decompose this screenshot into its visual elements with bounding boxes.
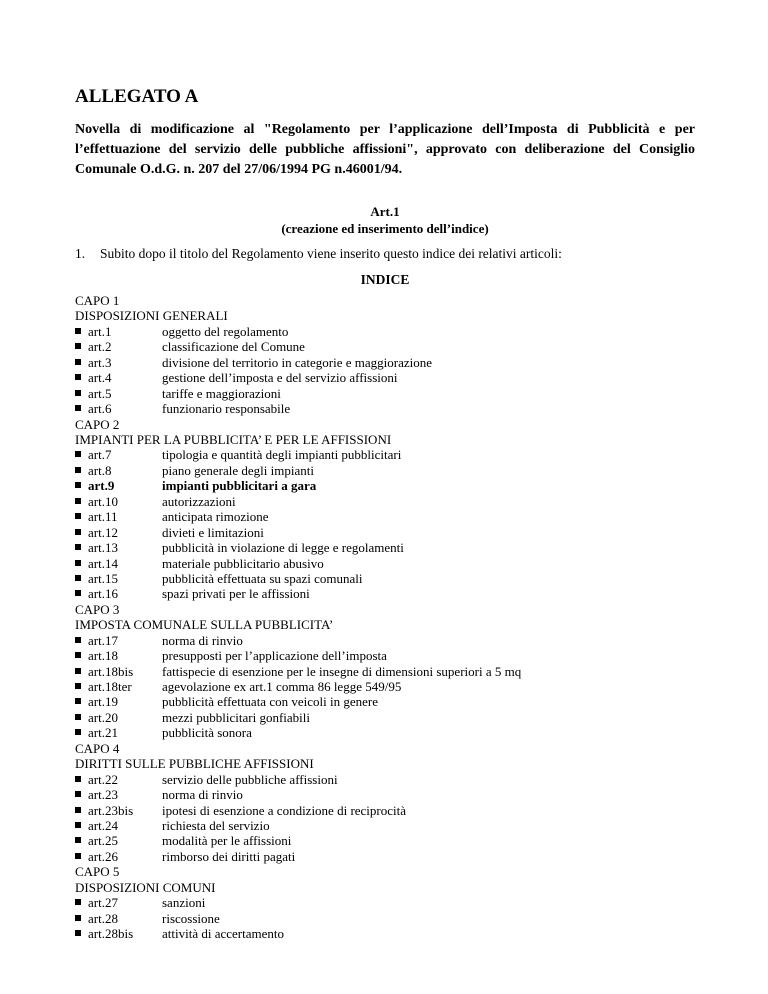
square-bullet-icon <box>75 390 81 396</box>
index-entry <box>75 463 715 478</box>
article-description: funzionario responsabile <box>162 401 291 417</box>
square-bullet-icon <box>75 930 81 936</box>
article-ref: art.14 <box>88 555 118 571</box>
numbered-paragraph <box>75 246 695 262</box>
index-entry <box>75 772 715 787</box>
article-description: sanzioni <box>162 895 206 911</box>
article-ref: art.19 <box>88 694 118 710</box>
square-bullet-icon <box>75 698 81 704</box>
article-ref: art.5 <box>88 385 112 401</box>
index-entry <box>75 509 715 524</box>
chapter-number: CAPO 3 <box>75 601 120 617</box>
article-ref: art.23bis <box>88 802 134 818</box>
article-description: ipotesi di esenzione a condizione di reciprocità <box>162 802 407 818</box>
index-entry <box>75 339 715 354</box>
square-bullet-icon <box>75 451 81 457</box>
article-description: richiesta del servizio <box>162 818 270 833</box>
square-bullet-icon <box>75 328 81 334</box>
index-entry <box>75 664 715 679</box>
article-ref: art.6 <box>88 401 112 417</box>
article-ref: art.26 <box>88 848 118 864</box>
index-entry <box>75 571 715 586</box>
index-entry <box>75 447 715 462</box>
chapter-title: DIRITTI SULLE PUBBLICHE AFFISSIONI <box>75 756 314 772</box>
article-ref: art.12 <box>88 524 118 540</box>
index-entry <box>75 787 715 802</box>
index-entry <box>75 818 715 833</box>
article-ref: art.28 <box>88 910 118 926</box>
article-description: rimborso dei diritti pagati <box>162 848 296 864</box>
article-ref: art.18 <box>88 648 118 664</box>
article-number: Art.1 <box>370 204 400 219</box>
square-bullet-icon <box>75 529 81 535</box>
index-entry <box>75 478 715 493</box>
article-ref: art.21 <box>88 725 118 741</box>
article-description: norma di rinvio <box>162 632 243 648</box>
square-bullet-icon <box>75 590 81 596</box>
chapter-number: CAPO 2 <box>75 416 120 432</box>
article-ref: art.1 <box>88 323 112 339</box>
square-bullet-icon <box>75 560 81 566</box>
article-description: tipologia e quantità degli impianti pubblicitari <box>162 447 402 463</box>
article-description: pubblicità effettuata con veicoli in genere <box>162 694 378 710</box>
index-entry <box>75 833 715 848</box>
article-description: fattispecie di esenzione per le insegne di dimensioni superiori a 5 mq <box>162 663 522 679</box>
article-description: divisione del territorio in categorie e maggiorazione <box>162 354 433 370</box>
index-entry <box>75 355 715 370</box>
square-bullet-icon <box>75 359 81 365</box>
article-ref: art.16 <box>88 586 118 602</box>
index-title: INDICE <box>360 272 410 287</box>
article-description: modalità per le affissioni <box>162 833 292 849</box>
square-bullet-icon <box>75 899 81 905</box>
document-title: ALLEGATO A <box>75 86 199 107</box>
chapter-title: DISPOSIZIONI COMUNI <box>75 879 216 895</box>
paragraph-number: 1. <box>75 246 86 261</box>
article-ref: art.25 <box>88 833 118 849</box>
square-bullet-icon <box>75 668 81 674</box>
article-ref: art.10 <box>88 493 118 509</box>
index-entry <box>75 926 715 941</box>
square-bullet-icon <box>75 683 81 689</box>
square-bullet-icon <box>75 776 81 782</box>
table-of-contents <box>75 293 715 942</box>
square-bullet-icon <box>75 544 81 550</box>
chapter-number: CAPO 4 <box>75 740 120 756</box>
article-description: servizio delle pubbliche affissioni <box>162 771 338 787</box>
article-description: pubblicità effettuata su spazi comunali <box>162 570 363 586</box>
index-entry <box>75 633 715 648</box>
index-entry <box>75 725 715 740</box>
article-description: norma di rinvio <box>162 787 243 803</box>
index-entry <box>75 648 715 663</box>
index-entry <box>75 586 715 601</box>
square-bullet-icon <box>75 714 81 720</box>
article-ref: art.3 <box>88 354 112 370</box>
article-ref: art.28bis <box>88 926 134 942</box>
chapter-number: CAPO 5 <box>75 864 120 880</box>
chapter-title: IMPIANTI PER LA PUBBLICITA’ E PER LE AFFISSIONI <box>75 431 392 447</box>
article-ref: art.20 <box>88 709 118 725</box>
chapter-number: CAPO 1 <box>75 293 120 308</box>
article-description: attività di accertamento <box>162 926 284 942</box>
article-description: riscossione <box>162 910 220 926</box>
article-ref: art.23 <box>88 787 118 803</box>
square-bullet-icon <box>75 729 81 735</box>
article-ref: art.9 <box>88 478 115 494</box>
square-bullet-icon <box>75 405 81 411</box>
article-ref: art.18ter <box>88 679 132 695</box>
index-entry <box>75 525 715 540</box>
article-description: pubblicità sonora <box>162 725 252 741</box>
square-bullet-icon <box>75 482 81 488</box>
intro-paragraph: Novella di modificazione al "Regolamento per l’applicazione dell’Imposta di Pubblicità e per l’effettuazione del servizio delle pubbliche affissioni", approvato con deliberazione del Consiglio Comunale O.d.G. n. 207 del 27/06/1994 PG n.46001/94. <box>75 122 695 177</box>
article-description: divieti e limitazioni <box>162 524 264 540</box>
index-entry <box>75 895 715 910</box>
article-description: anticipata rimozione <box>162 509 269 525</box>
chapter-title: IMPOSTA COMUNALE SULLA PUBBLICITA’ <box>75 617 334 633</box>
article-description: pubblicità in violazione di legge e regolamenti <box>162 540 404 556</box>
square-bullet-icon <box>75 853 81 859</box>
index-entry <box>75 386 715 401</box>
square-bullet-icon <box>75 915 81 921</box>
article-ref: art.17 <box>88 632 118 648</box>
article-ref: art.15 <box>88 570 118 586</box>
index-entry <box>75 803 715 818</box>
square-bullet-icon <box>75 575 81 581</box>
square-bullet-icon <box>75 652 81 658</box>
article-ref: art.22 <box>88 771 118 787</box>
index-entry <box>75 370 715 385</box>
square-bullet-icon <box>75 467 81 473</box>
article-ref: art.8 <box>88 462 112 478</box>
index-entry <box>75 540 715 555</box>
chapter-title: DISPOSIZIONI GENERALI <box>75 308 228 324</box>
index-entry <box>75 694 715 709</box>
article-description: piano generale degli impianti <box>162 462 314 478</box>
index-entry <box>75 324 715 339</box>
index-entry <box>75 494 715 509</box>
square-bullet-icon <box>75 637 81 643</box>
index-entry <box>75 401 715 416</box>
index-entry <box>75 679 715 694</box>
article-description: classificazione del Comune <box>162 339 305 355</box>
square-bullet-icon <box>75 374 81 380</box>
article-description: agevolazione ex art.1 comma 86 legge 549/95 <box>162 679 402 695</box>
square-bullet-icon <box>75 822 81 828</box>
paragraph-text: Subito dopo il titolo del Regolamento viene inserito questo indice dei relativi articoli: <box>100 246 562 261</box>
square-bullet-icon <box>75 498 81 504</box>
article-description: materiale pubblicitario abusivo <box>162 555 324 571</box>
index-entry <box>75 556 715 571</box>
square-bullet-icon <box>75 837 81 843</box>
article-description: impianti pubblicitari a gara <box>162 478 317 494</box>
article-ref: art.18bis <box>88 663 134 679</box>
article-description: autorizzazioni <box>162 493 236 509</box>
article-description: oggetto del regolamento <box>162 323 289 339</box>
article-description: tariffe e maggiorazioni <box>162 385 281 401</box>
article-ref: art.24 <box>88 818 118 833</box>
index-entry <box>75 911 715 926</box>
article-ref: art.27 <box>88 895 118 911</box>
index-entry <box>75 710 715 725</box>
article-description: spazi privati per le affissioni <box>162 586 310 602</box>
article-heading <box>75 203 695 237</box>
article-description: mezzi pubblicitari gonfiabili <box>162 709 311 725</box>
article-description: presupposti per l’applicazione dell’imposta <box>162 648 387 664</box>
square-bullet-icon <box>75 343 81 349</box>
article-subtitle: (creazione ed inserimento dell’indice) <box>281 221 489 236</box>
index-entry <box>75 849 715 864</box>
article-description: gestione dell’imposta e del servizio affissioni <box>162 370 398 386</box>
article-ref: art.13 <box>88 540 118 556</box>
square-bullet-icon <box>75 807 81 813</box>
article-ref: art.2 <box>88 339 112 355</box>
article-ref: art.7 <box>88 447 112 463</box>
article-ref: art.4 <box>88 370 112 386</box>
square-bullet-icon <box>75 791 81 797</box>
article-ref: art.11 <box>88 509 118 525</box>
square-bullet-icon <box>75 513 81 519</box>
